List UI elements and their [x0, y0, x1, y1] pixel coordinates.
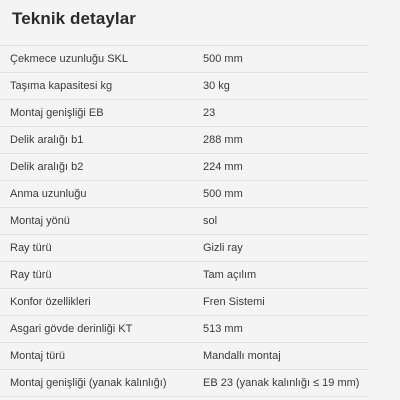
spec-label: Anma uzunluğu: [0, 181, 201, 208]
spec-label: Ray türü: [0, 262, 201, 289]
table-row: [0, 154, 368, 181]
spec-value: Fren Sistemi: [201, 289, 368, 316]
spec-value: 288 mm: [201, 127, 368, 154]
spec-value: 30 kg: [201, 73, 368, 100]
table-row: [0, 289, 368, 316]
section-title: Teknik detaylar: [12, 9, 137, 28]
table-row: [0, 181, 368, 208]
table-row: [0, 316, 368, 343]
spec-label: Asgari gövde derinliği KT: [0, 316, 201, 343]
spec-value: Mandallı montaj: [201, 343, 368, 370]
spec-label: Ray türü: [0, 235, 201, 262]
spec-value: sol: [201, 208, 368, 235]
table-row: [0, 262, 368, 289]
table-row: [0, 208, 368, 235]
table-row: [0, 370, 368, 397]
table-row: [0, 235, 368, 262]
spec-label: Montaj yönü: [0, 208, 201, 235]
spec-value: EB 23 (yanak kalınlığı ≤ 19 mm): [201, 370, 368, 397]
spec-label: Montaj türü: [0, 343, 201, 370]
spec-value: 23: [201, 100, 368, 127]
spec-value: Gizli ray: [201, 235, 368, 262]
spec-value: 500 mm: [201, 181, 368, 208]
spec-value: 513 mm: [201, 316, 368, 343]
table-row: [0, 73, 368, 100]
specs-table: [0, 45, 368, 397]
spec-label: Çekmece uzunluğu SKL: [0, 46, 201, 73]
spec-label: Konfor özellikleri: [0, 289, 201, 316]
table-row: [0, 343, 368, 370]
spec-value: 224 mm: [201, 154, 368, 181]
spec-label: Taşıma kapasitesi kg: [0, 73, 201, 100]
spec-label: Delik aralığı b1: [0, 127, 201, 154]
table-row: [0, 46, 368, 73]
spec-value: 500 mm: [201, 46, 368, 73]
spec-label: Montaj genişliği (yanak kalınlığı): [0, 370, 201, 397]
spec-label: Delik aralığı b2: [0, 154, 201, 181]
spec-label: Montaj genişliği EB: [0, 100, 201, 127]
specs-table-body: [0, 46, 368, 397]
spec-value: Tam açılım: [201, 262, 368, 289]
table-row: [0, 100, 368, 127]
table-row: [0, 127, 368, 154]
